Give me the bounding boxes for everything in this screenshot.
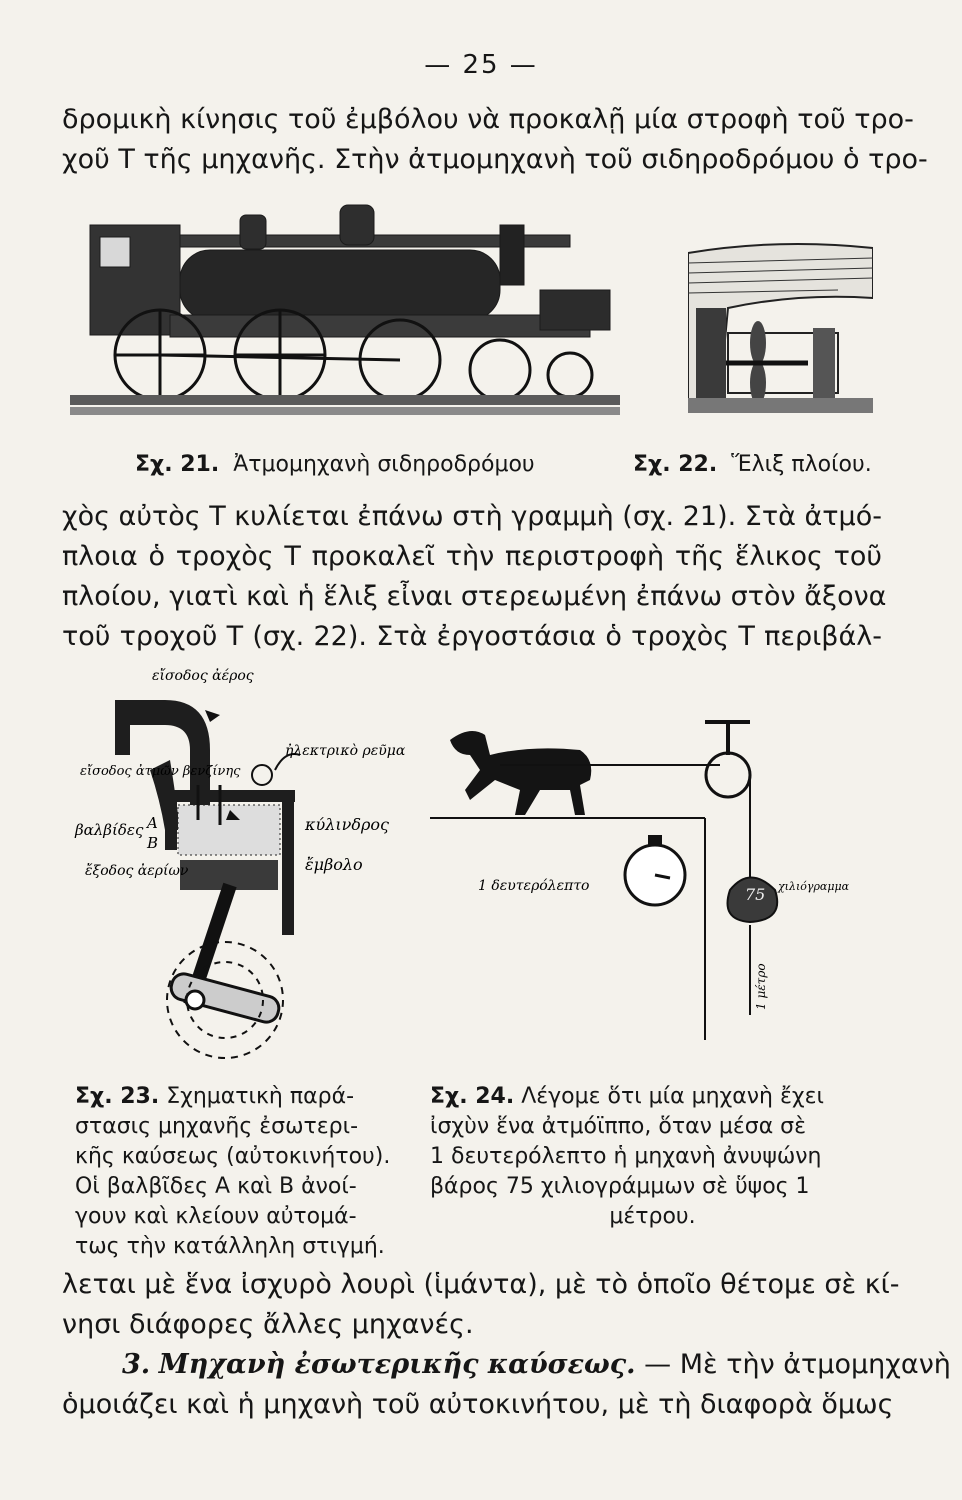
section-heading-line: [62, 1345, 951, 1385]
paragraph-3: [62, 1265, 900, 1345]
cylinder-label: κύλινδρος: [305, 815, 389, 834]
caption-line: τως τὴν κατάλληλη στιγμή.: [75, 1234, 385, 1259]
section-title: Μηχανὴ ἐσωτερικῆς καύσεως.: [158, 1349, 636, 1380]
figure-24-caption: [430, 1082, 875, 1232]
piston-label: ἔμβολο: [305, 855, 363, 874]
caption-line: Οἱ βαλβῖδες Α καὶ Β ἀνοί-: [75, 1174, 357, 1199]
paragraph-1: [62, 100, 928, 180]
figure-21-number: Σχ. 21.: [135, 452, 220, 477]
caption-line: μέτρου.: [609, 1204, 696, 1229]
text-line: λεται μὲ ἕνα ἰσχυρὸ λουρὶ (ἱμάντα), μὲ τὸ ὁποῖο θέτομε σὲ κί-: [62, 1269, 900, 1300]
section-3: [62, 1345, 951, 1425]
paragraph-2: [62, 497, 887, 657]
pulley-icon: [706, 753, 750, 797]
figure-21-caption: [135, 450, 535, 480]
horse-icon: [450, 731, 591, 815]
section-dash: —: [644, 1349, 672, 1380]
figure-21-text: Ἀτμομηχανὴ σιδηροδρόμου: [233, 452, 535, 477]
text-line: χὸς αὐτὸς Τ κυλίεται ἐπάνω στὴ γραμμὴ (σχ. 21). Στὰ ἀτμό-: [62, 501, 882, 532]
figure-23-number: Σχ. 23.: [75, 1084, 160, 1109]
text-line: χοῦ Τ τῆς μηχανῆς. Στὴν ἀτμομηχανὴ τοῦ σιδηροδρόμου ὁ τρο-: [62, 144, 928, 175]
kilograms-label: χιλιόγραμμα: [778, 880, 850, 893]
valve-a-label: Α: [147, 814, 158, 832]
page-number: — 25 —: [424, 50, 538, 80]
caption-line: Λέγομε ὅτι μία μηχανὴ ἔχει: [521, 1084, 824, 1109]
text-line: πλοίου, γιατὶ καὶ ἡ ἕλιξ εἶναι στερεωμένη ἐπάνω στὸν ἄξονα: [62, 581, 887, 612]
air-inlet-label: εἴσοδος ἀέρος: [152, 668, 254, 684]
fuel-inlet-label: εἴσοδος ἀτμῶν βενζίνης: [80, 764, 241, 779]
text-line: ὁμοιάζει καὶ ἡ μηχανὴ τοῦ αὐτοκινήτου, μὲ τὴ διαφορὰ ὅμως: [62, 1389, 894, 1420]
text-line: δρομικὴ κίνησις τοῦ ἐμβόλου νὰ προκαλῇ μία στροφὴ τοῦ τρο-: [62, 104, 914, 135]
section-number: 3.: [122, 1349, 151, 1380]
weight-value: 75: [745, 885, 766, 904]
caption-line: στασις μηχανῆς ἐσωτερι-: [75, 1114, 359, 1139]
valve-b-label: Β: [147, 834, 159, 852]
text-line: πλοια ὁ τροχὸς Τ προκαλεῖ τὴν περιστροφὴ τῆς ἕλικος τοῦ: [62, 541, 882, 572]
one-meter-label: 1 μέτρο: [754, 963, 768, 1010]
caption-line: κῆς καύσεως (αὐτοκινήτου).: [75, 1144, 391, 1169]
text-line: τοῦ τροχοῦ Τ (σχ. 22). Στὰ ἐργοστάσια ὁ τροχὸς Τ περιβάλ-: [62, 621, 882, 652]
figure-22-text: Ἕλιξ πλοίου.: [731, 452, 872, 477]
one-second-label: 1 δευτερόλεπτο: [478, 878, 590, 894]
caption-line: ἰσχὺν ἕνα ἀτμόϊππο, ὅταν μέσα σὲ: [430, 1114, 807, 1139]
locomotive-illustration: [70, 195, 620, 435]
section-text-start: Μὲ τὴν ἀτμομηχανὴ: [679, 1349, 951, 1380]
electric-current-label: ἠλεκτρικὸ ρεῦμα: [285, 743, 406, 759]
figure-24-number: Σχ. 24.: [430, 1084, 515, 1109]
combustion-engine-diagram: [70, 660, 420, 1070]
valves-label: βαλβίδες: [75, 821, 144, 839]
caption-line: βάρος 75 χιλιογράμμων σὲ ὕψος 1: [430, 1174, 810, 1199]
figure-22-number: Σχ. 22.: [633, 452, 718, 477]
ship-propeller-illustration: [688, 238, 873, 413]
caption-line: 1 δευτερόλεπτο ἡ μηχανὴ ἀνυψώνη: [430, 1144, 822, 1169]
exhaust-label: ἔξοδος ἀερίων: [85, 863, 189, 879]
caption-line: γουν καὶ κλείουν αὐτομά-: [75, 1204, 357, 1229]
caption-line: Σχηματικὴ παρά-: [166, 1084, 355, 1109]
text-line: νησι διάφορες ἄλλες μηχανές.: [62, 1309, 474, 1340]
horsepower-diagram: [430, 700, 860, 1050]
figure-23-caption: [75, 1082, 405, 1262]
figure-22-caption: [633, 450, 872, 480]
